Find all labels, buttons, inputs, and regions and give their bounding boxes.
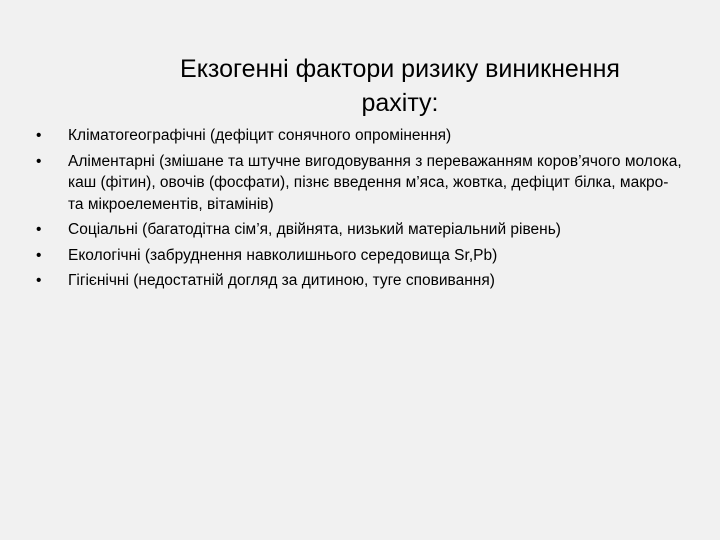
bullet-item-hygienic [36,270,686,292]
bullet-dot-icon: • [36,152,42,170]
bullet-item-alimentary [36,151,686,216]
bullet-item-climate [36,125,686,147]
bullet-text: Аліментарні (змішане та штучне вигодовування з переважанням коров’ячого молока, каш (фітин), овочів (фосфати), пізнє введення м’яса, жовтка, дефіцит білка, макро- та мікроелементів, вітамінів) [68,152,682,213]
bullet-text: Гігієнічні (недостатній догляд за дитиною, туге сповивання) [68,272,495,289]
bullet-text: Соціальні (багатодітна сім’я, двійнята, низький матеріальний рівень) [68,221,561,238]
slide-title-line-2: рахіту: [361,89,439,117]
bullet-item-ecological [36,245,686,267]
bullet-dot-icon: • [36,221,42,238]
bullet-text: Кліматогеографічні (дефіцит сонячного опромінення) [68,127,452,144]
bullet-text: Екологічні (забруднення навколишнього середовища Sr,Pb) [68,246,498,264]
slide-title [90,52,710,120]
bullet-dot-icon: • [36,272,42,289]
bullet-dot-icon: • [36,127,42,144]
bullet-item-social [36,219,686,241]
bullet-dot-icon: • [36,246,42,264]
slide-title-line-1: Екзогенні фактори ризику виникнення [180,55,620,83]
bullet-list [36,125,686,296]
